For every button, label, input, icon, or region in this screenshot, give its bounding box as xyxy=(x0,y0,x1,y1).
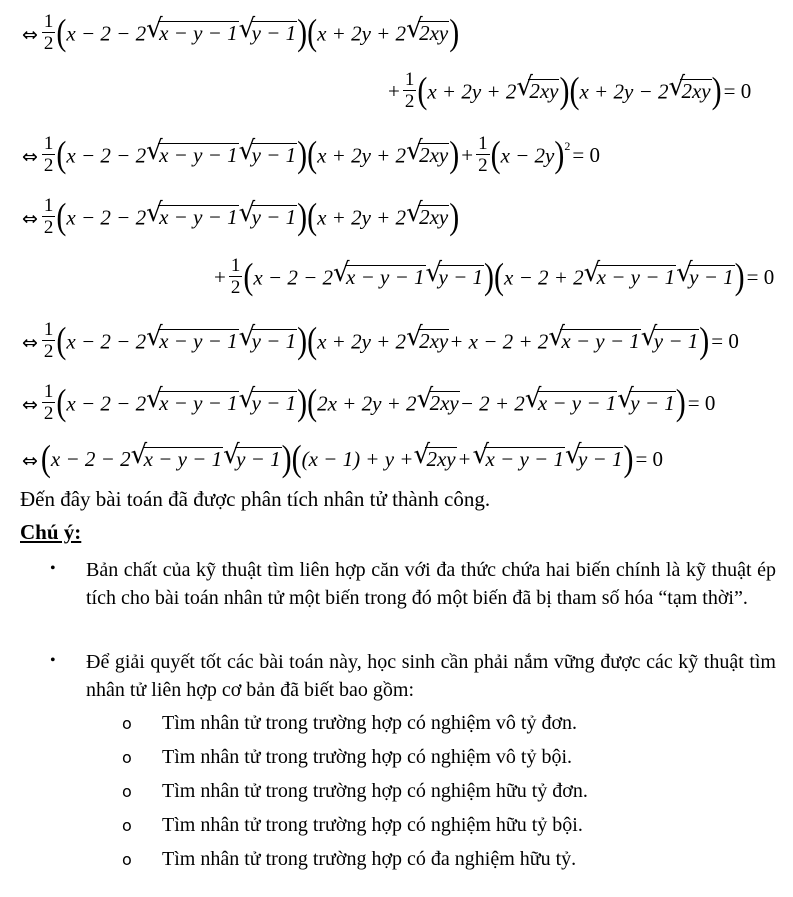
note-title: Chú ý: xyxy=(20,520,82,544)
sub-item-4: Tìm nhân tử trong trường hợp có nghiệm hữu tỷ bội. xyxy=(162,814,583,836)
equation-line-3: ⇔ $\frac{1}{2}$ (x − 2 − 2 √ x − y − 1 √ y − 1)(x + 2y + 2 √ 2xy)+ $\frac{1}{2}$ $(x - 2y)^2= 0$ xyxy=(22,133,600,176)
equivalence-symbol: ⇔ xyxy=(22,24,38,47)
equation-line-8: ⇔ (x − 2 − 2 √ x − y − 1 √ y − 1)((x − 1) + y + √ 2xy + √ x − y − 1 √ y − 1)= 0 xyxy=(22,437,664,479)
sub-item-2: Tìm nhân tử trong trường hợp có nghiệm vô tỷ bội. xyxy=(162,746,573,768)
radical: √ 2xy xyxy=(406,14,449,46)
fraction-half: $\frac{1}{2}$ xyxy=(43,11,54,54)
sub-item-1: Tìm nhân tử trong trường hợp có nghiệm vô tỷ đơn. xyxy=(162,712,578,734)
equation-line-4: ⇔ $\frac{1}{2}$ (x − 2 − 2 √ x − y − 1 √ y − 1)(x + 2y + 2 √ 2xy) xyxy=(22,195,460,238)
sub-item-3: Tìm nhân tử trong trường hợp có nghiệm hữu tỷ đơn. xyxy=(162,780,588,802)
bullet-item-1: Bản chất của kỹ thuật tìm liên hợp căn với đa thức chứa hai biến chính là kỹ thuật ép tích cho bài toán nhân tử một biến trong đó một biến đã bị tham số hóa “tạm thời”. xyxy=(86,559,776,609)
bullet-marker: • xyxy=(50,652,56,669)
fraction-half: $\frac{1}{2}$ xyxy=(404,69,415,112)
equation-line-5: + $\frac{1}{2}$ (x − 2 − 2 √ x − y − 1 √ y − 1)(x − 2 + 2 √ x − y − 1 √ y − 1)= 0 xyxy=(214,255,775,298)
sub-bullet-marker: o xyxy=(122,850,132,869)
sub-bullet-marker: o xyxy=(122,816,132,835)
sub-bullet-marker: o xyxy=(122,714,132,733)
radical: √ x − y − 1 xyxy=(146,14,238,46)
radical: √ 2xy xyxy=(668,72,711,104)
equation-line-1: ⇔ $\frac{1}{2}$ (x − 2 − 2 √ x − y − 1 √ y − 1)(x + 2y + 2 √ 2xy) xyxy=(22,11,460,54)
radical: √ y − 1 xyxy=(238,14,297,46)
equation-line-7: ⇔ $\frac{1}{2}$ (x − 2 − 2 √ x − y − 1 √ y − 1)(2x + 2y + 2 √ 2xy− 2 + 2 √ x − y − 1 √ y − 1)= 0 xyxy=(22,381,716,424)
equation-line-6: ⇔ $\frac{1}{2}$ (x − 2 − 2 √ x − y − 1 √ y − 1)(x + 2y + 2 √ 2xy+ x − 2 + 2 √ x − y − 1 √ y − 1)= 0 xyxy=(22,319,739,362)
sub-bullet-marker: o xyxy=(122,748,132,767)
radical: √ 2xy xyxy=(516,72,559,104)
conclusion-text: Đến đây bài toán đã được phân tích nhân tử thành công. xyxy=(20,487,491,511)
equation-line-2: + $\frac{1}{2}$ (x + 2y + 2 √ 2xy)(x + 2y − 2 √ 2xy)= 0 xyxy=(388,69,752,112)
sub-item-5: Tìm nhân tử trong trường hợp có đa nghiệm hữu tỷ. xyxy=(162,848,577,870)
sub-bullet-marker: o xyxy=(122,782,132,801)
bullet-item-2: Để giải quyết tốt các bài toán này, học sinh cần phải nắm vững được các kỹ thuật tìm nhân tử liên hợp cơ bản đã biết bao gồm: xyxy=(86,651,776,701)
bullet-marker: • xyxy=(50,560,56,577)
